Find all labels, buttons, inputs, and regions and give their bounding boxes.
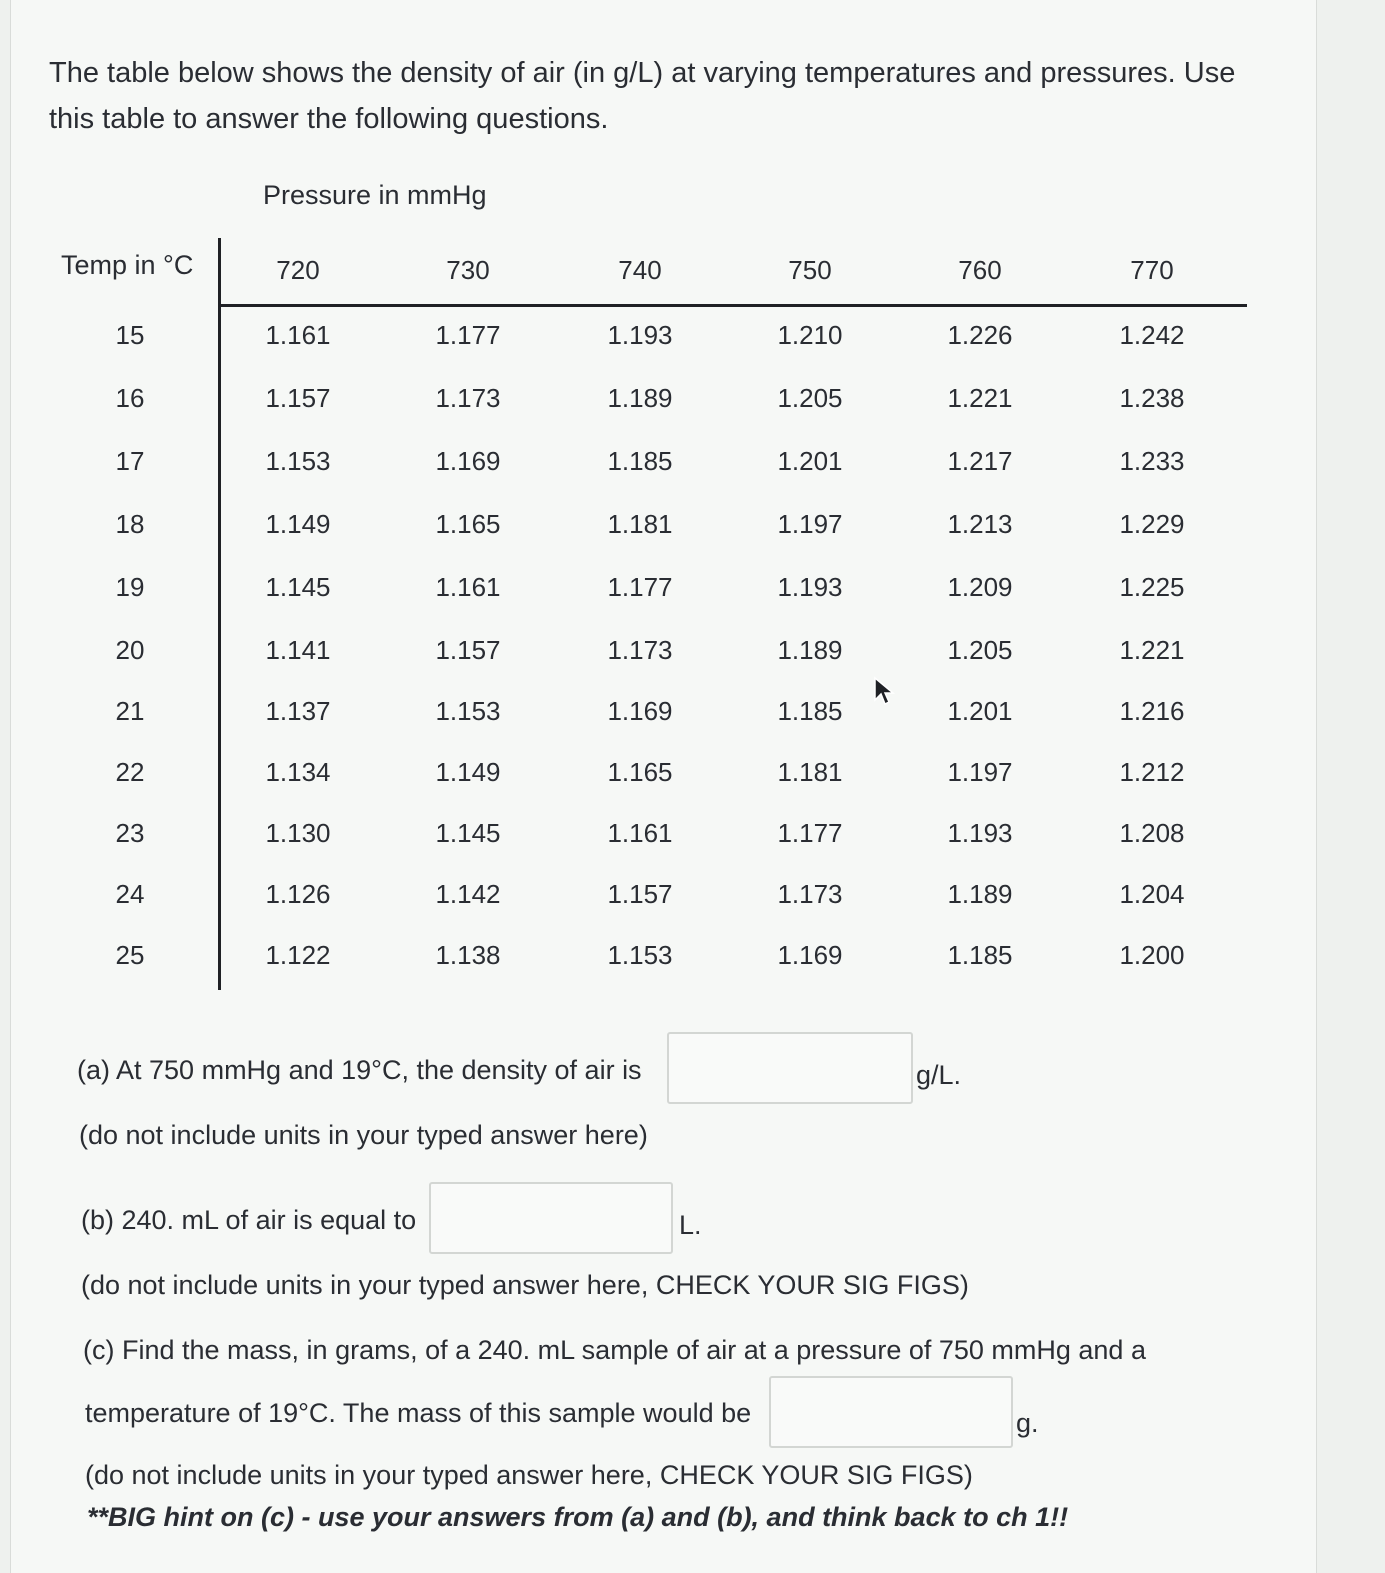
hint-text: **BIG hint on (c) - use your answers from (a) and (b), and think back to ch 1!! <box>87 1502 1069 1532</box>
density-cell: 1.161 <box>607 818 673 848</box>
density-cell: 1.161 <box>265 320 331 350</box>
density-cell: 1.221 <box>1119 635 1185 665</box>
density-cell: 1.189 <box>777 635 843 665</box>
table-horizontal-rule <box>219 304 1247 307</box>
question-c-text-line2: temperature of 19°C. The mass of this sample would be <box>85 1398 752 1428</box>
density-cell: 1.181 <box>777 757 843 787</box>
pressure-axis-label: Pressure in mmHg <box>263 180 487 210</box>
density-cell: 1.229 <box>1119 509 1185 539</box>
pressure-header: 770 <box>1130 255 1174 285</box>
intro-text: The table below shows the density of air (in g/L) at varying temperatures and pressures. Use this table to answer the following questions. <box>49 57 1236 135</box>
density-cell: 1.157 <box>435 635 501 665</box>
density-cell: 1.242 <box>1119 320 1185 350</box>
temp-row-label: 18 <box>115 509 145 539</box>
density-cell: 1.165 <box>607 757 673 787</box>
pressure-header: 750 <box>788 255 832 285</box>
density-cell: 1.141 <box>265 635 331 665</box>
question-page <box>10 0 1317 1573</box>
density-cell: 1.213 <box>947 509 1013 539</box>
temp-row-label: 24 <box>115 879 145 909</box>
density-cell: 1.157 <box>607 879 673 909</box>
density-cell: 1.153 <box>435 696 501 726</box>
density-cell: 1.153 <box>607 940 673 970</box>
density-cell: 1.209 <box>947 572 1013 602</box>
density-cell: 1.217 <box>947 446 1013 476</box>
density-cell: 1.193 <box>607 320 673 350</box>
answer-a-input[interactable] <box>667 1032 913 1104</box>
density-cell: 1.205 <box>777 383 843 413</box>
density-cell: 1.149 <box>435 757 501 787</box>
density-cell: 1.193 <box>777 572 843 602</box>
pressure-header: 720 <box>276 255 320 285</box>
density-cell: 1.149 <box>265 509 331 539</box>
density-cell: 1.200 <box>1119 940 1185 970</box>
density-cell: 1.134 <box>265 757 331 787</box>
question-c-text-line1: (c) Find the mass, in grams, of a 240. mL sample of air at a pressure of 750 mmHg and a <box>83 1335 1146 1365</box>
density-cell: 1.157 <box>265 383 331 413</box>
density-cell: 1.189 <box>947 879 1013 909</box>
density-cell: 1.169 <box>607 696 673 726</box>
density-cell: 1.138 <box>435 940 501 970</box>
answer-b-input[interactable] <box>429 1182 673 1254</box>
answer-c-input[interactable] <box>769 1376 1013 1448</box>
temp-row-label: 25 <box>115 940 145 970</box>
density-cell: 1.177 <box>777 818 843 848</box>
density-cell: 1.173 <box>607 635 673 665</box>
density-cell: 1.197 <box>947 757 1013 787</box>
density-cell: 1.130 <box>265 818 331 848</box>
question-c-unit: g. <box>1016 1408 1039 1438</box>
density-cell: 1.153 <box>265 446 331 476</box>
temp-row-label: 21 <box>115 696 145 726</box>
question-c-note: (do not include units in your typed answer here, CHECK YOUR SIG FIGS) <box>85 1460 973 1490</box>
density-cell: 1.126 <box>265 879 331 909</box>
density-cell: 1.238 <box>1119 383 1185 413</box>
temp-row-label: 17 <box>115 446 145 476</box>
question-b-unit: L. <box>679 1210 702 1240</box>
density-cell: 1.177 <box>607 572 673 602</box>
question-a-unit: g/L. <box>916 1060 962 1090</box>
temp-row-label: 20 <box>115 635 145 665</box>
pressure-header: 760 <box>958 255 1002 285</box>
temp-row-label: 23 <box>115 818 145 848</box>
density-cell: 1.212 <box>1119 757 1185 787</box>
density-cell: 1.216 <box>1119 696 1185 726</box>
density-cell: 1.201 <box>947 696 1013 726</box>
density-cell: 1.233 <box>1119 446 1185 476</box>
density-cell: 1.185 <box>947 940 1013 970</box>
density-cell: 1.185 <box>777 696 843 726</box>
density-cell: 1.165 <box>435 509 501 539</box>
density-cell: 1.193 <box>947 818 1013 848</box>
density-cell: 1.142 <box>435 879 501 909</box>
question-a-text: (a) At 750 mmHg and 19°C, the density of air is <box>77 1055 642 1085</box>
density-cell: 1.137 <box>265 696 331 726</box>
density-cell: 1.173 <box>777 879 843 909</box>
density-cell: 1.197 <box>777 509 843 539</box>
table-vertical-rule <box>218 238 221 990</box>
density-cell: 1.210 <box>777 320 843 350</box>
question-b-text: (b) 240. mL of air is equal to <box>81 1205 417 1235</box>
density-cell: 1.208 <box>1119 818 1185 848</box>
density-cell: 1.189 <box>607 383 673 413</box>
density-cell: 1.181 <box>607 509 673 539</box>
density-cell: 1.226 <box>947 320 1013 350</box>
density-cell: 1.225 <box>1119 572 1185 602</box>
question-a-note: (do not include units in your typed answer here) <box>79 1120 648 1150</box>
question-b-note: (do not include units in your typed answer here, CHECK YOUR SIG FIGS) <box>81 1270 969 1300</box>
density-cell: 1.185 <box>607 446 673 476</box>
density-cell: 1.201 <box>777 446 843 476</box>
density-cell: 1.204 <box>1119 879 1185 909</box>
density-cell: 1.221 <box>947 383 1013 413</box>
density-cell: 1.145 <box>265 572 331 602</box>
density-cell: 1.122 <box>265 940 331 970</box>
temp-axis-label: Temp in °C <box>61 250 194 280</box>
temp-row-label: 16 <box>115 383 145 413</box>
pressure-header: 730 <box>446 255 490 285</box>
temp-row-label: 15 <box>115 320 145 350</box>
pressure-header: 740 <box>618 255 662 285</box>
density-cell: 1.205 <box>947 635 1013 665</box>
temp-row-label: 22 <box>115 757 145 787</box>
density-cell: 1.161 <box>435 572 501 602</box>
density-cell: 1.169 <box>435 446 501 476</box>
density-cell: 1.145 <box>435 818 501 848</box>
temp-row-label: 19 <box>115 572 145 602</box>
density-cell: 1.177 <box>435 320 501 350</box>
density-cell: 1.169 <box>777 940 843 970</box>
density-cell: 1.173 <box>435 383 501 413</box>
